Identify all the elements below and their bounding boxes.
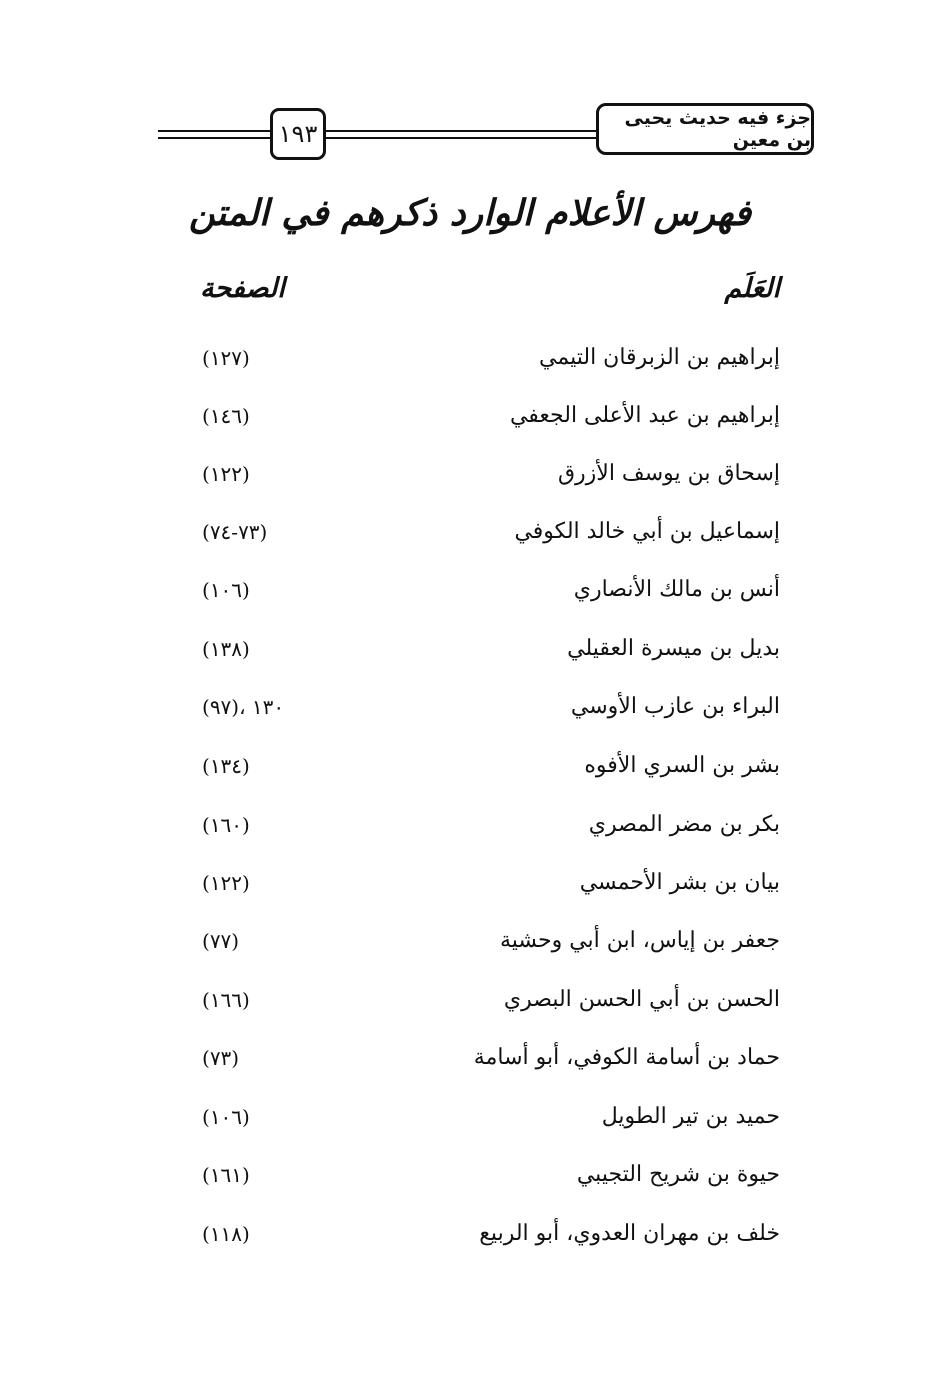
entry-name: بديل بن ميسرة العقيلي <box>567 636 780 661</box>
index-entry <box>150 345 780 385</box>
book-title: جزء فيه حديث يحيى بن معين <box>596 103 814 155</box>
entry-name: خلف بن مهران العدوي، أبو الربيع <box>479 1221 780 1246</box>
entry-name: البراء بن عازب الأوسي <box>570 694 780 719</box>
entry-page: (١٤٦) <box>202 404 250 428</box>
page-number: ١٩٣ <box>270 108 326 160</box>
entry-page: (١١٨) <box>202 1222 250 1246</box>
index-entry <box>150 636 780 676</box>
entry-name: إسماعيل بن أبي خالد الكوفي <box>514 519 780 544</box>
entry-name: حماد بن أسامة الكوفي، أبو أسامة <box>473 1045 780 1070</box>
entry-page: (١٢٢) <box>202 871 250 895</box>
header-rule-middle-top <box>326 130 596 132</box>
index-entry <box>150 812 780 852</box>
entry-page: (٩٧)، ١٣٠ <box>202 695 285 719</box>
index-entry <box>150 1104 780 1144</box>
entry-page: (١٢٢) <box>202 462 250 486</box>
entry-page: (١٦١) <box>202 1163 250 1187</box>
entry-name: بشر بن السري الأفوه <box>584 753 780 778</box>
entry-name: إسحاق بن يوسف الأزرق <box>557 461 780 486</box>
index-entry <box>150 753 780 793</box>
index-entry <box>150 519 780 559</box>
entry-name: بيان بن بشر الأحمسي <box>579 870 780 895</box>
entry-name: حميد بن تير الطويل <box>601 1104 780 1129</box>
header-rule-left-top <box>158 130 270 132</box>
page-title: فهرس الأعلام الوارد ذكرهم في المتن <box>188 192 752 234</box>
index-entry <box>150 461 780 501</box>
header-rule-left-bottom <box>158 137 270 139</box>
index-entry <box>150 1221 780 1261</box>
entry-page: (١٢٧) <box>202 346 250 370</box>
column-header-name: العَلَم <box>724 273 780 304</box>
index-entry <box>150 1162 780 1202</box>
index-entry <box>150 870 780 910</box>
header-rule-middle-bottom <box>326 137 596 139</box>
entry-page: (١٣٤) <box>202 754 250 778</box>
entry-name: الحسن بن أبي الحسن البصري <box>503 987 780 1012</box>
entry-page: (١٦٠) <box>202 813 250 837</box>
entry-page: (١٣٨) <box>202 637 250 661</box>
index-entry <box>150 577 780 617</box>
entry-name: أنس بن مالك الأنصاري <box>573 577 780 602</box>
index-entry <box>150 1045 780 1085</box>
entry-name: إبراهيم بن عبد الأعلى الجعفي <box>509 403 780 428</box>
entry-name: بكر بن مضر المصري <box>588 812 780 837</box>
entry-name: جعفر بن إياس، ابن أبي وحشية <box>499 928 780 953</box>
index-entry <box>150 694 780 734</box>
entry-name: إبراهيم بن الزبرقان التيمي <box>539 345 780 370</box>
index-entry <box>150 928 780 968</box>
entry-page: (١٦٦) <box>202 988 250 1012</box>
column-header-page: الصفحة <box>200 273 285 304</box>
entry-page: (٧٣-٧٤) <box>202 520 268 544</box>
entry-name: حيوة بن شريح التجيبي <box>576 1162 780 1187</box>
entry-page: (١٠٦) <box>202 1105 250 1129</box>
entry-page: (١٠٦) <box>202 578 250 602</box>
index-entry <box>150 403 780 443</box>
index-entry <box>150 987 780 1027</box>
entry-page: (٧٣) <box>202 1046 240 1070</box>
entry-page: (٧٧) <box>202 929 240 953</box>
